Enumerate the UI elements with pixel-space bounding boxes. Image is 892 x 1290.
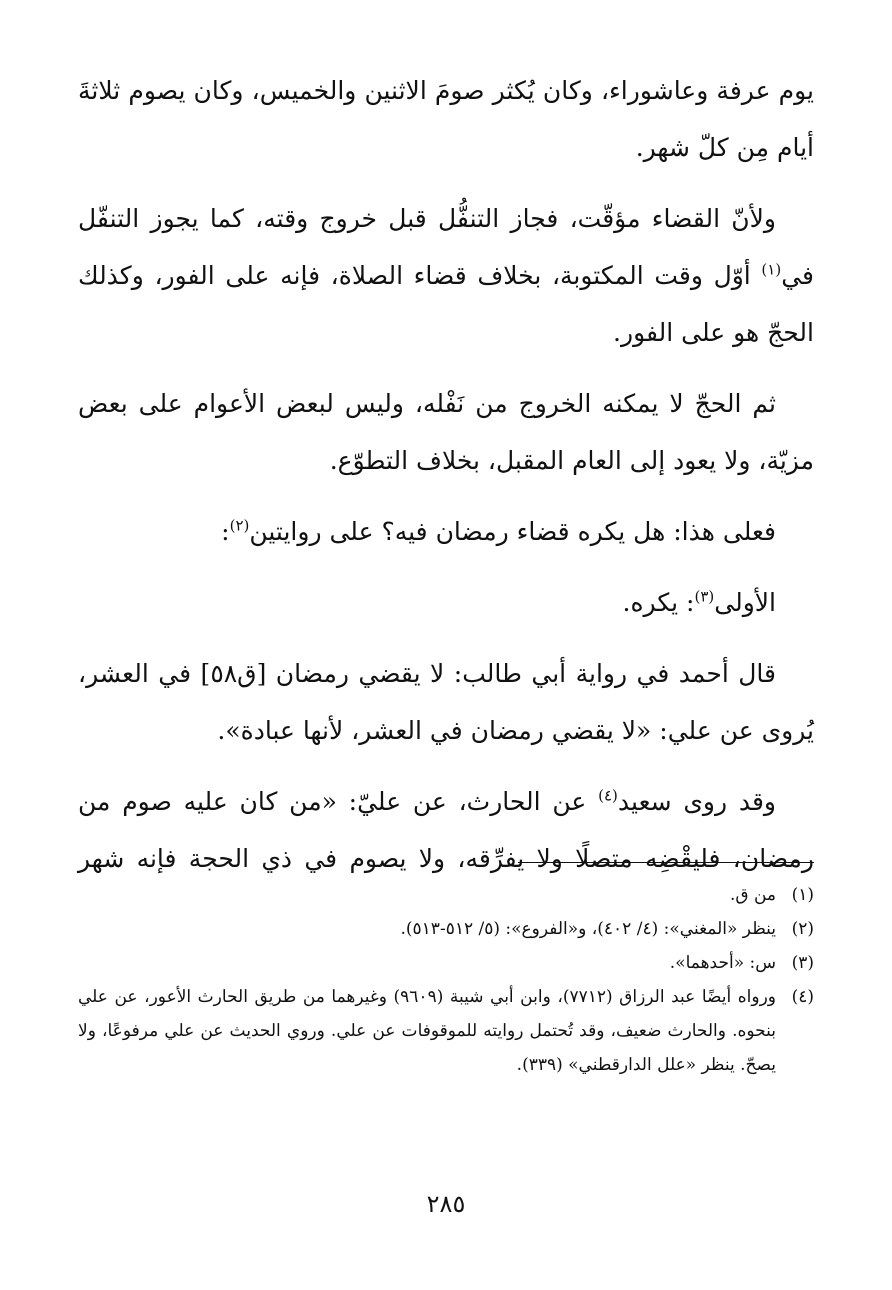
page-number: ٢٨٥ [426,1190,466,1218]
paragraph-4-text-a: فعلى هذا: هل يكره قضاء رمضان فيه؟ على روايتين [249,517,776,546]
footnote-number: (١) [791,885,814,905]
footnote-ref-3[interactable]: (٣) [694,587,715,606]
footnote-1 [78,878,814,912]
paragraph-3-text: ثم الحجّ لا يمكنه الخروج من نَفْله، وليس لبعض الأعوام على بعض مزيّة، ولا يعود إلى العام المقبل، بخلاف التطوّع. [78,389,814,475]
footnote-ref-2[interactable]: (٢) [229,516,250,535]
footnotes [78,878,814,1082]
paragraph-5-text-a: الأولى [714,588,776,617]
footnote-text: ينظر «المغني»: (٤/ ٤٠٢)، و«الفروع»: (٥/ ٥١٢-٥١٣). [400,919,776,939]
footnote-ref-1[interactable]: (١) [761,260,782,279]
paragraph-7-text-b: عن الحارث، عن عليّ: «من كان عليه صوم من رمضان، فليقْضِه متصلًا ولا يفرِّقه، ولا يصوم في ذي الحجة فإنه شهر [78,787,814,873]
paragraph-1 [78,62,814,176]
footnote-ref-4[interactable]: (٤) [598,786,618,805]
paragraph-4-text-b: : [221,517,230,546]
footnote-3 [78,946,814,980]
paragraph-6 [78,645,814,759]
footnote-divider [518,862,814,863]
paragraph-1-text: يوم عرفة وعاشوراء، وكان يُكثر صومَ الاثنين والخميس، وكان يصوم ثلاثةَ أيام مِن كلّ شهر. [78,76,814,162]
paragraph-2-text-a: ولأنّ القضاء مؤقّت، فجاز التنفُّل قبل خروج وقته، كما يجوز التنفّل في [78,204,814,290]
footnote-text: س: «أحدهما». [669,953,776,973]
footnote-number: (٤) [791,987,814,1007]
paragraph-6-text: قال أحمد في رواية أبي طالب: لا يقضي رمضان [ق٥٨] في العشر، يُروى عن علي: «لا يقضي رمضان في العشر، لأنها عبادة». [78,659,814,745]
footnote-2 [78,912,814,946]
paragraph-3 [78,375,814,489]
footnote-number: (٢) [791,919,814,939]
paragraph-2 [78,190,814,361]
footnote-number: (٣) [791,953,814,973]
footnote-text: من ق. [729,885,776,905]
paragraph-7-text-a: وقد روى سعيد [617,787,776,816]
footnote-4 [78,980,814,1082]
main-text [78,62,814,901]
paragraph-7 [78,773,814,887]
paragraph-4 [78,503,814,560]
footnote-text: ورواه أيضًا عبد الرزاق (٧٧١٢)، وابن أبي شيبة (٩٦٠٩) وغيرهما من طريق الحارث الأعور، عن علي بنحوه. والحارث ضعيف، وقد تُحتمل روايته للموقوفات عن علي. وروي الحديث عن علي مرفوعًا، ولا يصحّ. ينظر «علل الدارقطني» (٣٣٩). [78,987,776,1075]
paragraph-5 [78,574,814,631]
paragraph-2-text-b: أوّل وقت المكتوبة، بخلاف قضاء الصلاة، فإنه على الفور، وكذلك الحجّ هو على الفور. [78,261,814,347]
paragraph-5-text-b: : يكره. [622,588,695,617]
